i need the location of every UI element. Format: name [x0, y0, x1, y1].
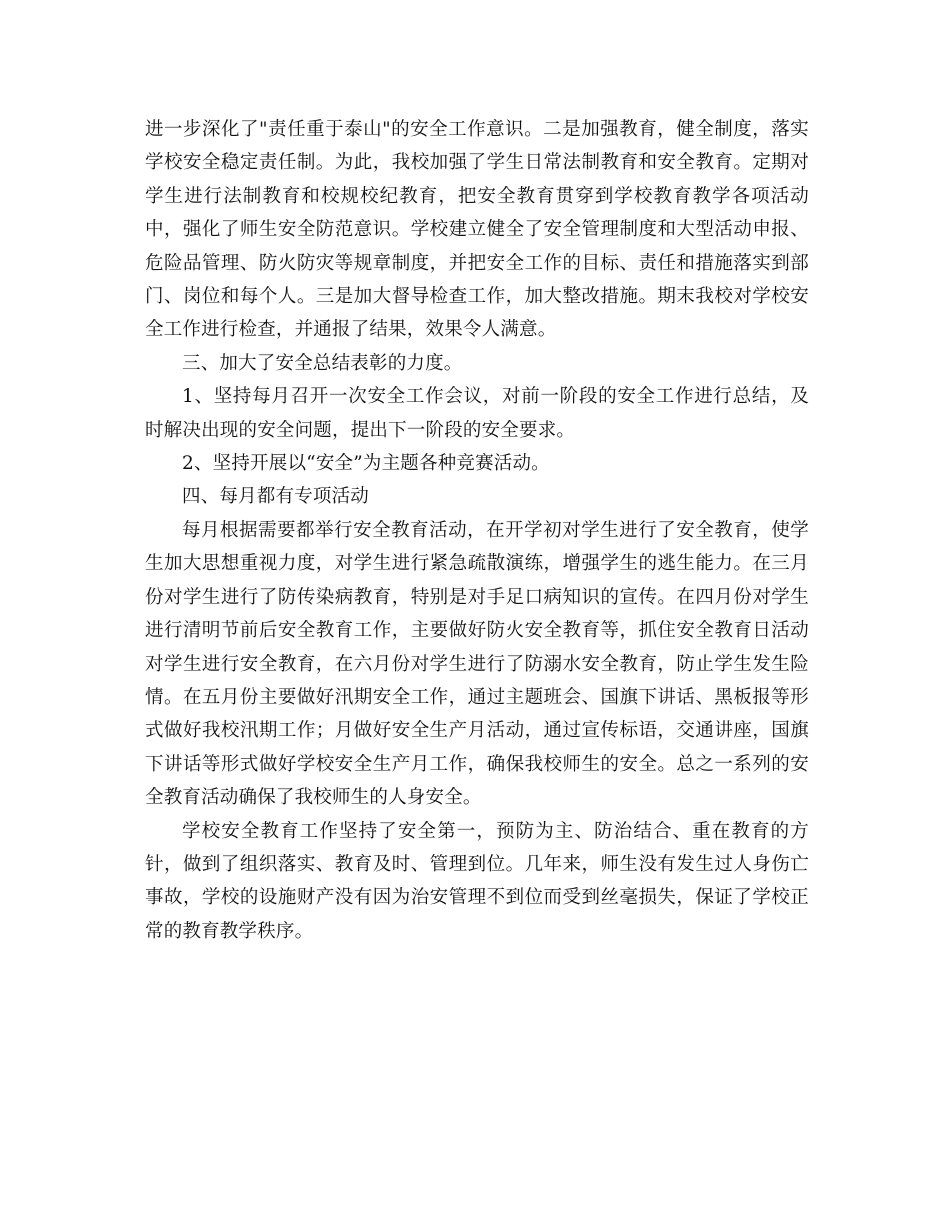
paragraph-summary: 学校安全教育工作坚持了安全第一，预防为主、防治结合、重在教育的方针，做到了组织落实、教育及时、管理到位。几年来，师生没有发生过人身伤亡事故，学校的设施财产没有因为治安管理不到位而受到丝毫损失，保证了学校正常的教育教学秩序。: [145, 820, 809, 942]
list-item-1: 1、坚持每月召开一次安全工作会议，对前一阶段的安全工作进行总结，及时解决出现的安全问题，提出下一阶段的安全要求。: [145, 386, 809, 441]
paragraph-monthly-activities: 每月根据需要都举行安全教育活动，在开学初对学生进行了安全教育，使学生加大思想重视力度，对学生进行紧急疏散演练，增强学生的逃生能力。在三月份对学生进行了防传染病教育，特别是对手足口病知识的宣传。在四月份对学生进行清明节前后安全教育工作，主要做好防火安全教育等，抓住安全教育日活动对学生进行安全教育，在六月份对学生进行了防溺水安全教育，防止学生发生险情。在五月份主要做好汛期安全工作，通过主题班会、国旗下讲话、黑板报等形式做好我校汛期工作；月做好安全生产月活动，通过宣传标语，交通讲座，国旗下讲话等形式做好学校安全生产月工作，确保我校师生的安全。总之一系列的安全教育活动确保了我校师生的人身安全。: [145, 519, 809, 809]
paragraph-continuation: 进一步深化了"责任重于泰山"的安全工作意识。二是加强教育，健全制度，落实学校安全稳定责任制。为此，我校加强了学生日常法制教育和安全教育。定期对学生进行法制教育和校规校纪教育，把安全教育贯穿到学校教育教学各项活动中，强化了师生安全防范意识。学校建立健全了安全管理制度和大型活动申报、危险品管理、防火防灾等规章制度，并把安全工作的目标、责任和措施落实到部门、岗位和每个人。三是加大督导检查工作，加大整改措施。期末我校对学校安全工作进行检查，并通报了结果，效果令人满意。: [145, 119, 809, 341]
section-heading-3: 三、加大了安全总结表彰的力度。: [182, 352, 463, 374]
section-heading-4: 四、每月都有专项活动: [182, 486, 370, 508]
document-body: [145, 113, 809, 948]
list-item-2: 2、坚持开展以“安全”为主题各种竞赛活动。: [182, 453, 550, 475]
